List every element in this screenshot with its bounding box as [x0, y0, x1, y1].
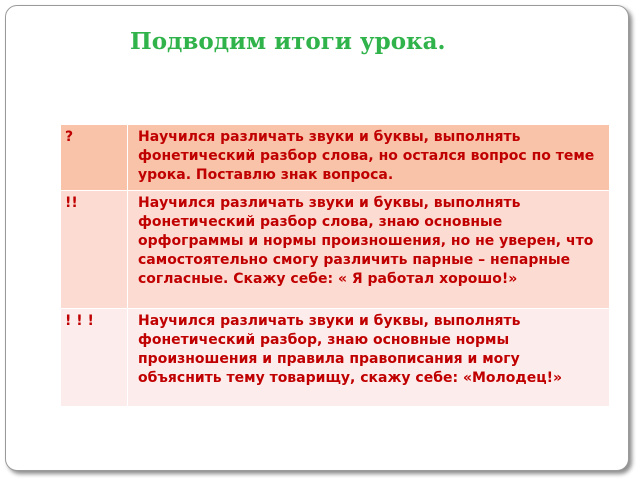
table-row [61, 309, 610, 407]
lesson-summary-table [60, 124, 610, 407]
table-row [61, 191, 610, 309]
row-mark-double-exclamation: !! [61, 191, 128, 309]
row-text-content: Научился различать звуки и буквы, выполнять фонетический разбор слова, знаю основные орфограммы и нормы произношения, но не уверен, что самостоятельно смогу различить парные – непарные согласные. Скажу себе: « Я работал хорошо!» [138, 195, 594, 287]
row-text [128, 309, 610, 407]
table-row [61, 125, 610, 191]
row-text-content: Научился различать звуки и буквы, выполнять фонетический разбор, знаю основные нормы произношения и правила правописания и могу объяснить тему товарищу, скажу себе: «Молодец!» [138, 313, 563, 386]
row-mark-triple-exclamation: ! ! ! [61, 309, 128, 407]
slide-title: Подводим итоги урока. [130, 28, 446, 55]
row-text [128, 191, 610, 309]
row-text [128, 125, 610, 191]
row-text-content: Научился различать звуки и буквы, выполнять фонетический разбор слова, но остался вопрос по теме урока. Поставлю знак вопроса. [138, 129, 595, 183]
row-mark-question: ? [61, 125, 128, 191]
